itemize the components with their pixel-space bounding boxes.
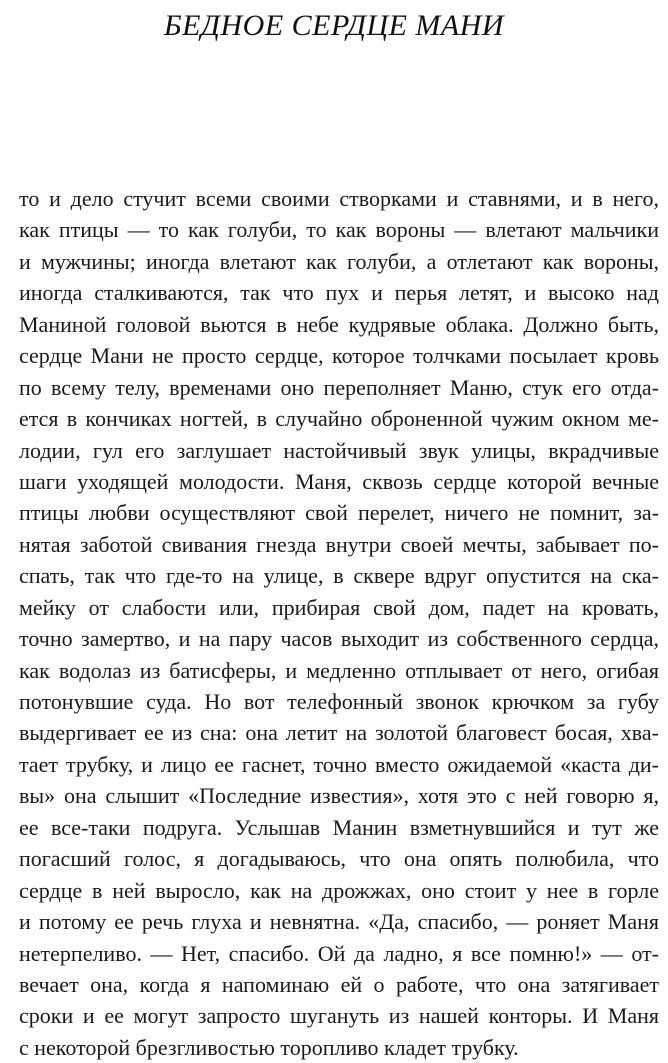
text-line: точно замертво, и на пару часов выходит из собственного сердца, bbox=[19, 626, 659, 652]
text-line: и мужчины; иногда влетают как голуби, а отлетают как вороны, bbox=[19, 248, 659, 274]
text-line: нетерпеливо. — Нет, спасибо. Ой да ладно, я все помню!» — от- bbox=[19, 940, 659, 966]
text-line: сердце Мани не просто сердце, которое толчками посылает кровь bbox=[19, 343, 659, 369]
text-line: сроки и ее могут запросто шугануть из нашей конторы. И Маня bbox=[19, 1003, 659, 1029]
text-line: вечает она, когда я напоминаю ей о работе, что она затягивает bbox=[19, 971, 659, 997]
text-line: по всему телу, временами оно переполняет Маню, стук его отда- bbox=[19, 374, 659, 400]
text-line: как птицы — то как голуби, то как вороны — влетают мальчики bbox=[19, 217, 659, 243]
text-line: лодии, гул его заглушает настойчивый звук улицы, вкрадчивые bbox=[19, 437, 659, 463]
text-line: тает трубку, и лицо ее гаснет, точно вместо ожидаемой «каста ди- bbox=[19, 751, 659, 777]
text-line: иногда сталкиваются, так что пух и перья летят, и высоко над bbox=[19, 280, 659, 306]
text-line: птицы любви осуществляют свой перелет, ничего не помнит, за- bbox=[19, 500, 659, 526]
text-line: как водолаз из батисферы, и медленно отплывает от него, огибая bbox=[19, 657, 659, 683]
running-head: БЕДНОЕ СЕРДЦЕ МАНИ bbox=[163, 9, 505, 42]
text-line: ется в кончиках ногтей, в случайно оброненной чужим окном ме- bbox=[19, 406, 659, 432]
text-line: вы» она слышит «Последние известия», хотя это с ней говорю я, bbox=[19, 783, 659, 809]
text-line: спать, так что где-то на улице, в сквере вдруг опустится на ска- bbox=[19, 563, 659, 589]
text-line: Маниной головой вьются в небе кудрявые облака. Должно быть, bbox=[19, 311, 659, 337]
body-text bbox=[19, 183, 659, 1063]
text-line: погасший голос, я догадываюсь, что она опять полюбила, что bbox=[19, 846, 659, 872]
text-line: с некоторой брезгливостью торопливо кладет трубку. bbox=[19, 1034, 519, 1060]
text-line: сердце в ней выросло, как на дрожжах, оно стоит у нее в горле bbox=[19, 877, 659, 903]
text-line: то и дело стучит всеми своими створками и ставнями, и в него, bbox=[19, 186, 659, 211]
text-line: и потому ее речь глуха и невнятна. «Да, спасибо, — роняет Маня bbox=[19, 909, 659, 935]
text-line: нятая заботой свивания гнезда внутри своей мечты, забывает по- bbox=[19, 531, 659, 557]
text-line: выдергивает ее из сна: она летит на золотой благовест босая, хва- bbox=[19, 720, 659, 746]
text-line: мейку от слабости или, прибирая свой дом, падет на кровать, bbox=[19, 594, 659, 620]
text-line: потонувшие суда. Но вот телефонный звонок крючком за губу bbox=[19, 689, 659, 714]
text-line: шаги уходящей молодости. Маня, сквозь сердце которой вечные bbox=[19, 468, 659, 494]
text-line: ее все-таки подруга. Услышав Манин взметнувшийся и тут же bbox=[19, 814, 659, 840]
